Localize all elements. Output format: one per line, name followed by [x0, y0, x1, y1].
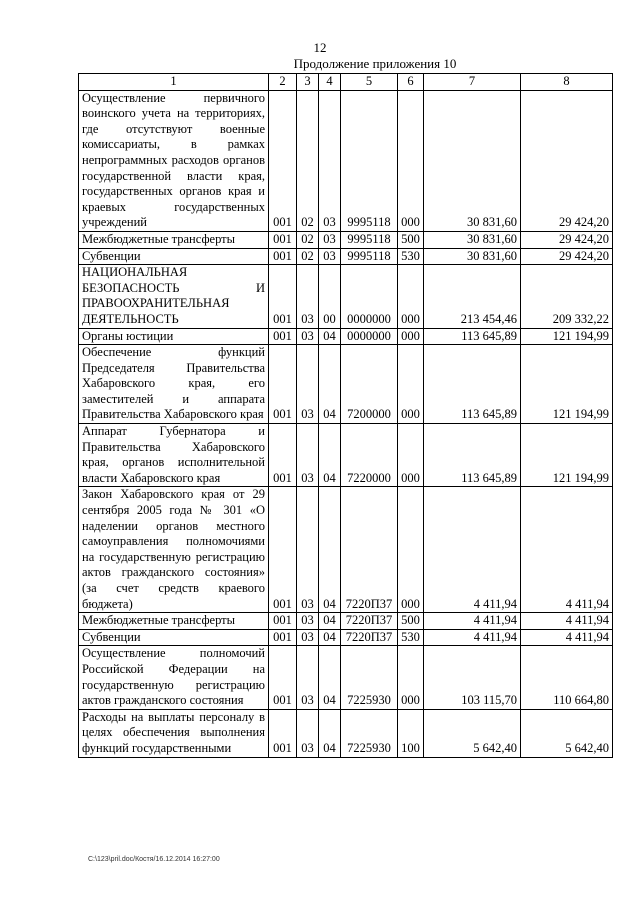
expense-type-cell: 000: [398, 487, 424, 613]
target-code-cell: 0000000: [341, 265, 398, 328]
amount-year2-cell: 29 424,20: [521, 248, 613, 265]
target-code-cell: 9995118: [341, 231, 398, 248]
row-name-cell: Субвенции: [79, 629, 269, 646]
amount-year2-cell: 121 194,99: [521, 345, 613, 424]
amount-year2-cell: 121 194,99: [521, 424, 613, 487]
expense-type-cell: 530: [398, 629, 424, 646]
amount-year2-cell: 29 424,20: [521, 90, 613, 231]
subsection-code-cell: 04: [319, 709, 341, 757]
amount-year1-cell: 30 831,60: [424, 231, 521, 248]
table-row: [79, 487, 613, 613]
section-code-cell: 03: [297, 345, 319, 424]
row-name-cell: НАЦИОНАЛЬНАЯ БЕЗОПАСНОСТЬ И ПРАВООХРАНИТЕЛЬНАЯ ДЕЯТЕЛЬНОСТЬ: [79, 265, 269, 328]
target-code-cell: 7225930: [341, 646, 398, 709]
header-cell: 7: [424, 74, 521, 91]
admin-code-cell: 001: [269, 487, 297, 613]
table-row: [79, 613, 613, 630]
row-name-cell: Закон Хабаровского края от 29 сентября 2005 года № 301 «О наделении органов местного самоуправления полномочиями на государственную регистрацию актов гражданского состояния» (за счет средств краевого бюджета): [79, 487, 269, 613]
amount-year1-cell: 4 411,94: [424, 629, 521, 646]
expense-type-cell: 500: [398, 613, 424, 630]
expense-type-cell: 100: [398, 709, 424, 757]
target-code-cell: 7225930: [341, 709, 398, 757]
section-code-cell: 02: [297, 248, 319, 265]
subsection-code-cell: 04: [319, 328, 341, 345]
section-code-cell: 03: [297, 487, 319, 613]
budget-table: [78, 73, 613, 758]
header-row: [79, 74, 613, 91]
section-code-cell: 03: [297, 709, 319, 757]
amount-year2-cell: 121 194,99: [521, 328, 613, 345]
amount-year1-cell: 103 115,70: [424, 646, 521, 709]
table-row: [79, 328, 613, 345]
amount-year2-cell: 4 411,94: [521, 487, 613, 613]
section-code-cell: 03: [297, 613, 319, 630]
amount-year1-cell: 30 831,60: [424, 90, 521, 231]
admin-code-cell: 001: [269, 424, 297, 487]
expense-type-cell: 500: [398, 231, 424, 248]
amount-year2-cell: 4 411,94: [521, 629, 613, 646]
expense-type-cell: 000: [398, 646, 424, 709]
table-row: [79, 248, 613, 265]
amount-year1-cell: 4 411,94: [424, 487, 521, 613]
subsection-code-cell: 04: [319, 487, 341, 613]
header-cell: 8: [521, 74, 613, 91]
table-row: [79, 709, 613, 757]
header-cell: 3: [297, 74, 319, 91]
row-name-cell: Аппарат Губернатора и Правительства Хабаровского края, органов исполнительной власти Хабаровского края: [79, 424, 269, 487]
section-code-cell: 03: [297, 328, 319, 345]
target-code-cell: 7200000: [341, 345, 398, 424]
table-row: [79, 345, 613, 424]
admin-code-cell: 001: [269, 231, 297, 248]
target-code-cell: 7220П37: [341, 629, 398, 646]
amount-year1-cell: 4 411,94: [424, 613, 521, 630]
target-code-cell: 0000000: [341, 328, 398, 345]
continuation-title: Продолжение приложения 10: [293, 56, 457, 71]
target-code-cell: 7220П37: [341, 487, 398, 613]
section-code-cell: 03: [297, 646, 319, 709]
row-name-cell: Межбюджетные трансферты: [79, 613, 269, 630]
row-name-cell: Субвенции: [79, 248, 269, 265]
page-number: 12: [313, 40, 327, 55]
admin-code-cell: 001: [269, 328, 297, 345]
admin-code-cell: 001: [269, 709, 297, 757]
amount-year2-cell: 29 424,20: [521, 231, 613, 248]
row-name-cell: Межбюджетные трансферты: [79, 231, 269, 248]
admin-code-cell: 001: [269, 345, 297, 424]
subsection-code-cell: 04: [319, 345, 341, 424]
target-code-cell: 7220П37: [341, 613, 398, 630]
subsection-code-cell: 00: [319, 265, 341, 328]
admin-code-cell: 001: [269, 646, 297, 709]
table-row: [79, 629, 613, 646]
table-row: [79, 265, 613, 328]
subsection-code-cell: 03: [319, 231, 341, 248]
expense-type-cell: 000: [398, 90, 424, 231]
amount-year2-cell: 5 642,40: [521, 709, 613, 757]
expense-type-cell: 000: [398, 424, 424, 487]
section-code-cell: 03: [297, 629, 319, 646]
table-row: [79, 424, 613, 487]
amount-year1-cell: 30 831,60: [424, 248, 521, 265]
expense-type-cell: 530: [398, 248, 424, 265]
subsection-code-cell: 04: [319, 646, 341, 709]
amount-year2-cell: 4 411,94: [521, 613, 613, 630]
row-name-cell: Осуществление первичного воинского учета на территориях, где отсутствуют военные комиссариаты, в рамках непрограммных расходов органов государственной власти края, государственных органов края и краевых государственных учреждений: [79, 90, 269, 231]
section-code-cell: 03: [297, 265, 319, 328]
admin-code-cell: 001: [269, 629, 297, 646]
row-name-cell: Осуществление полномочий Российской Федерации на государственную регистрацию актов гражданского состояния: [79, 646, 269, 709]
admin-code-cell: 001: [269, 265, 297, 328]
table-row: [79, 646, 613, 709]
row-name-cell: Органы юстиции: [79, 328, 269, 345]
target-code-cell: 7220000: [341, 424, 398, 487]
expense-type-cell: 000: [398, 328, 424, 345]
amount-year1-cell: 213 454,46: [424, 265, 521, 328]
amount-year1-cell: 113 645,89: [424, 345, 521, 424]
header-cell: 5: [341, 74, 398, 91]
file-path-footer: C:\123\pril.doc/Костя/16.12.2014 16:27:00: [88, 856, 220, 863]
header-cell: 4: [319, 74, 341, 91]
header-cell: 6: [398, 74, 424, 91]
amount-year1-cell: 5 642,40: [424, 709, 521, 757]
admin-code-cell: 001: [269, 613, 297, 630]
subsection-code-cell: 04: [319, 629, 341, 646]
amount-year2-cell: 209 332,22: [521, 265, 613, 328]
table-row: [79, 231, 613, 248]
expense-type-cell: 000: [398, 345, 424, 424]
header-cell: 1: [79, 74, 269, 91]
subsection-code-cell: 03: [319, 90, 341, 231]
subsection-code-cell: 04: [319, 613, 341, 630]
section-code-cell: 03: [297, 424, 319, 487]
target-code-cell: 9995118: [341, 248, 398, 265]
target-code-cell: 9995118: [341, 90, 398, 231]
section-code-cell: 02: [297, 231, 319, 248]
section-code-cell: 02: [297, 90, 319, 231]
amount-year1-cell: 113 645,89: [424, 328, 521, 345]
amount-year1-cell: 113 645,89: [424, 424, 521, 487]
admin-code-cell: 001: [269, 248, 297, 265]
row-name-cell: Расходы на выплаты персоналу в целях обеспечения выполнения функций государственными: [79, 709, 269, 757]
amount-year2-cell: 110 664,80: [521, 646, 613, 709]
admin-code-cell: 001: [269, 90, 297, 231]
expense-type-cell: 000: [398, 265, 424, 328]
subsection-code-cell: 04: [319, 424, 341, 487]
header-cell: 2: [269, 74, 297, 91]
subsection-code-cell: 03: [319, 248, 341, 265]
row-name-cell: Обеспечение функций Председателя Правительства Хабаровского края, его заместителей и аппарата Правительства Хабаровского края: [79, 345, 269, 424]
table-row: [79, 90, 613, 231]
